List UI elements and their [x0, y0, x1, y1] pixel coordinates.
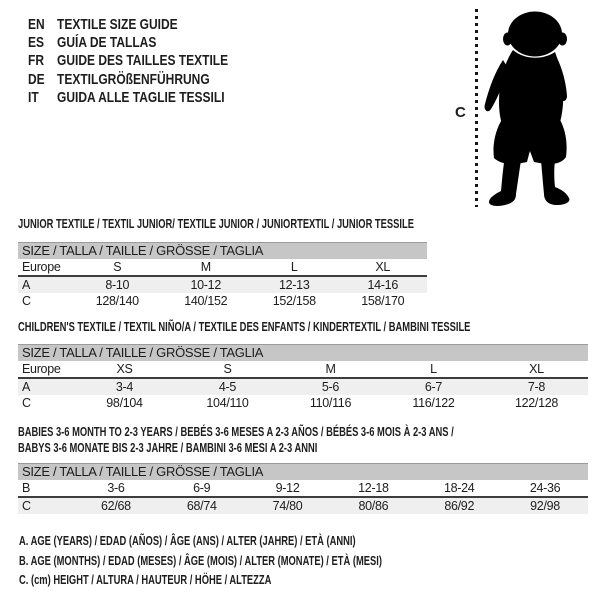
- table-cell: L: [290, 260, 298, 274]
- table-cell: 8-10: [105, 278, 130, 292]
- table-cell: 62/68: [101, 499, 131, 513]
- language-label: GUIDA ALLE TAGLIE TESSILI: [57, 89, 225, 107]
- table-cell: 3-6: [107, 481, 125, 495]
- table-title: BABYS 3-6 MONATE BIS 2-3 JAHRE / BAMBINI 3-6 MESI A 2-3 ANNI: [18, 440, 318, 455]
- table-cell: 68/74: [186, 499, 217, 513]
- table-cell: XL: [529, 362, 544, 376]
- size-header-bar: SIZE / TALLA / TAILLE / GRÖSSE / TAGLIA: [18, 344, 588, 361]
- table-row: [18, 395, 588, 411]
- table-cell: 128/140: [95, 294, 139, 308]
- language-row: [28, 70, 271, 88]
- table-cell: 12-18: [358, 481, 389, 495]
- table-cell: S: [113, 260, 122, 274]
- table-cell: 92/98: [530, 499, 560, 513]
- legend-line: C. (cm) HEIGHT / ALTURA / HAUTEUR / HÖHE / ALTEZZA: [19, 572, 272, 587]
- language-code: EN: [28, 15, 45, 33]
- table-title-block: [18, 216, 427, 231]
- language-row: [28, 52, 271, 70]
- row-label: Europe: [22, 362, 61, 376]
- row-label: C: [22, 294, 31, 308]
- language-row: [28, 89, 271, 107]
- table-cell: XS: [116, 362, 133, 376]
- language-label: GUÍA DE TALLAS: [57, 34, 157, 52]
- table-cell: 98/104: [106, 396, 143, 410]
- table-cell: 7-8: [527, 380, 546, 394]
- language-label: TEXTILGRÖßENFÜHRUNG: [57, 70, 210, 88]
- height-measure-dotted-line: [475, 9, 478, 207]
- language-code: ES: [28, 34, 45, 52]
- table-cell: 14-16: [367, 278, 398, 292]
- table-cell: XL: [375, 260, 391, 274]
- legend-line: A. AGE (YEARS) / EDAD (AÑOS) / ÂGE (ANS) / ALTER (JAHRE) / ETÀ (ANNI): [19, 533, 356, 548]
- legend-line: B. AGE (MONTHS) / EDAD (MESES) / ÂGE (MOIS) / ALTER (MONATE) / ETÀ (MESI): [19, 552, 382, 568]
- table-row: [18, 498, 588, 514]
- language-code: IT: [28, 89, 39, 107]
- table-cell: 24-36: [529, 481, 561, 495]
- table-cell: 9-12: [275, 481, 300, 495]
- table-cell: 5-6: [321, 380, 340, 394]
- language-row: [28, 15, 271, 33]
- table-cell: S: [223, 362, 232, 376]
- table-title: BABIES 3-6 MONTH TO 2-3 YEARS / BEBÉS 3-6 MESES A 2-3 AÑOS / BÉBÉS 3-6 MOIS À 2-3 ANS /: [18, 424, 454, 439]
- size-table-babies: [18, 424, 588, 514]
- language-label: TEXTILE SIZE GUIDE: [57, 15, 178, 33]
- height-measure-label: C: [455, 104, 466, 121]
- table-cell: 4-5: [218, 380, 237, 394]
- table-title-block: [18, 319, 588, 334]
- measure-legend: [19, 531, 523, 590]
- row-label: B: [22, 481, 31, 495]
- table-cell: 6-7: [424, 380, 443, 394]
- size-header-bar: SIZE / TALLA / TAILLE / GRÖSSE / TAGLIA: [18, 242, 427, 259]
- table-cell: 116/122: [412, 396, 455, 410]
- table-row: [18, 259, 427, 277]
- row-label: C: [22, 499, 31, 513]
- table-cell: 122/128: [514, 396, 559, 410]
- table-cell: 3-4: [115, 380, 134, 394]
- row-label: A: [22, 278, 31, 292]
- table-cell: 86/92: [444, 499, 475, 513]
- table-cell: 110/116: [309, 396, 352, 410]
- table-cell: 80/86: [358, 499, 389, 513]
- table-cell: 140/152: [184, 294, 228, 308]
- table-cell: 158/170: [361, 294, 405, 308]
- table-row: [18, 277, 427, 293]
- size-header-bar: SIZE / TALLA / TAILLE / GRÖSSE / TAGLIA: [18, 463, 588, 480]
- baby-silhouette-icon: [483, 10, 596, 208]
- table-row: [18, 361, 588, 379]
- row-label: C: [22, 396, 31, 410]
- size-table-junior: [18, 216, 427, 309]
- language-code: FR: [28, 52, 44, 70]
- row-label: Europe: [22, 260, 61, 274]
- table-row: [18, 480, 588, 498]
- table-cell: 74/80: [272, 499, 303, 513]
- row-label: A: [22, 380, 31, 394]
- table-cell: L: [430, 362, 437, 376]
- table-cell: 18-24: [443, 481, 475, 495]
- size-table-children: [18, 319, 588, 411]
- table-row: [18, 379, 588, 395]
- table-cell: 104/110: [206, 396, 249, 410]
- table-cell: 12-13: [279, 278, 310, 292]
- table-cell: 6-9: [193, 481, 211, 495]
- language-label: GUIDE DES TAILLES TEXTILE: [57, 52, 229, 70]
- table-cell: M: [200, 260, 211, 274]
- table-cell: 10-12: [190, 278, 221, 292]
- table-title-block: [18, 424, 588, 456]
- table-cell: M: [325, 362, 336, 376]
- table-row: [18, 293, 427, 309]
- language-code: DE: [28, 70, 45, 88]
- language-row: [28, 33, 271, 51]
- table-cell: 152/158: [272, 294, 316, 308]
- table-title: CHILDREN'S TEXTILE / TEXTIL NIÑO/A / TEXTILE DES ENFANTS / KINDERTEXTIL / BAMBINI TESSILE: [18, 319, 471, 334]
- table-title: JUNIOR TEXTILE / TEXTIL JUNIOR/ TEXTILE JUNIOR / JUNIORTEXTIL / JUNIOR TESSILE: [18, 216, 414, 231]
- language-list: [28, 15, 271, 107]
